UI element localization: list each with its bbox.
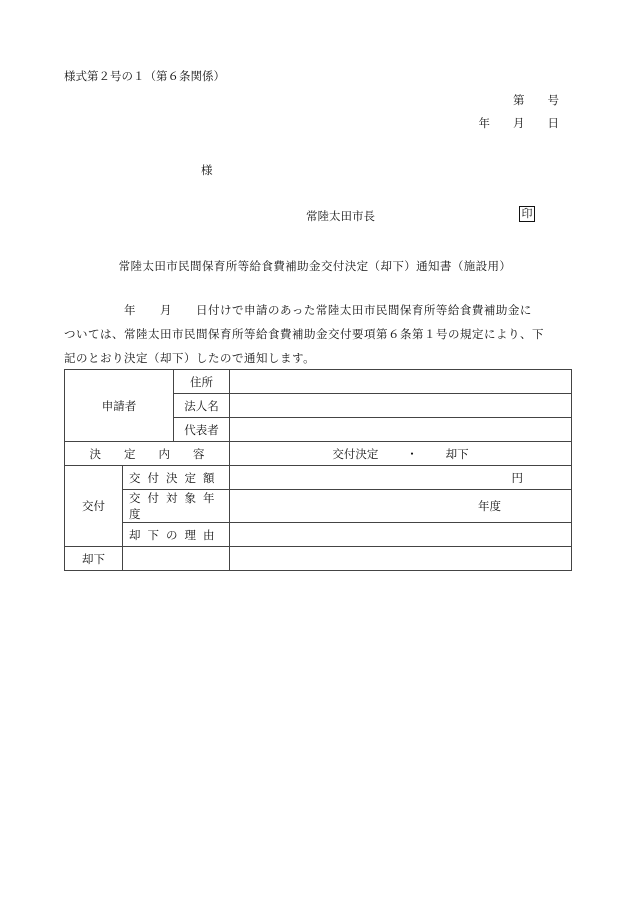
body-line: 記のとおり決定（却下）したので通知します。 — [64, 351, 316, 365]
body-line: 年 月 日付けで申請のあった常陸太田市民間保育所等給食費補助金に — [64, 303, 532, 317]
corporation-field[interactable] — [230, 394, 572, 418]
corporation-label: 法人名 — [174, 394, 230, 418]
document-number: 第 号 — [513, 93, 559, 107]
seal-mark: 印 — [519, 206, 535, 222]
reject-label: 却下 — [65, 547, 123, 571]
decision-option-grant[interactable]: 交付決定 — [332, 446, 379, 461]
representative-field[interactable] — [230, 418, 572, 442]
grant-amount-field[interactable] — [230, 466, 572, 490]
reject-sub-field[interactable] — [123, 547, 230, 571]
reject-reason-field[interactable] — [230, 523, 572, 547]
decision-option-reject[interactable]: 却下 — [445, 446, 469, 461]
decision-label: 決 定 内 容 — [65, 442, 230, 466]
address-field[interactable] — [230, 370, 572, 394]
grant-year-field[interactable] — [230, 490, 572, 523]
grant-year-unit: 年度 — [478, 499, 501, 513]
table-row — [65, 547, 572, 571]
grant-amount-label: 交付決定額 — [123, 466, 230, 490]
grant-amount-unit: 円 — [511, 470, 523, 485]
addressee-honorific: 様 — [201, 163, 213, 177]
body-text — [64, 298, 574, 370]
applicant-label: 申請者 — [65, 370, 174, 442]
form-id: 様式第２号の１（第６条関係） — [64, 69, 225, 83]
reject-field[interactable] — [230, 547, 572, 571]
table-row — [65, 466, 572, 490]
reject-reason-label: 却下の理由 — [123, 523, 230, 547]
decision-separator: ・ — [406, 446, 418, 461]
body-line: ついては、常陸太田市民間保育所等給食費補助金交付要項第６条第１号の規定により、下 — [64, 327, 544, 341]
decision-options[interactable] — [230, 442, 572, 466]
address-label: 住所 — [174, 370, 230, 394]
representative-label: 代表者 — [174, 418, 230, 442]
notice-table — [64, 369, 572, 571]
table-row — [65, 442, 572, 466]
issuer-title: 常陸太田市長 — [306, 209, 375, 223]
grant-year-label: 交付対象年度 — [123, 490, 230, 523]
document-title: 常陸太田市民間保育所等給食費補助金交付決定（却下）通知書（施設用） — [118, 259, 512, 273]
table-row — [65, 523, 572, 547]
document-date: 年 月 日 — [478, 116, 559, 130]
table-row — [65, 370, 572, 394]
table-row — [65, 490, 572, 523]
grant-label: 交付 — [65, 466, 123, 547]
